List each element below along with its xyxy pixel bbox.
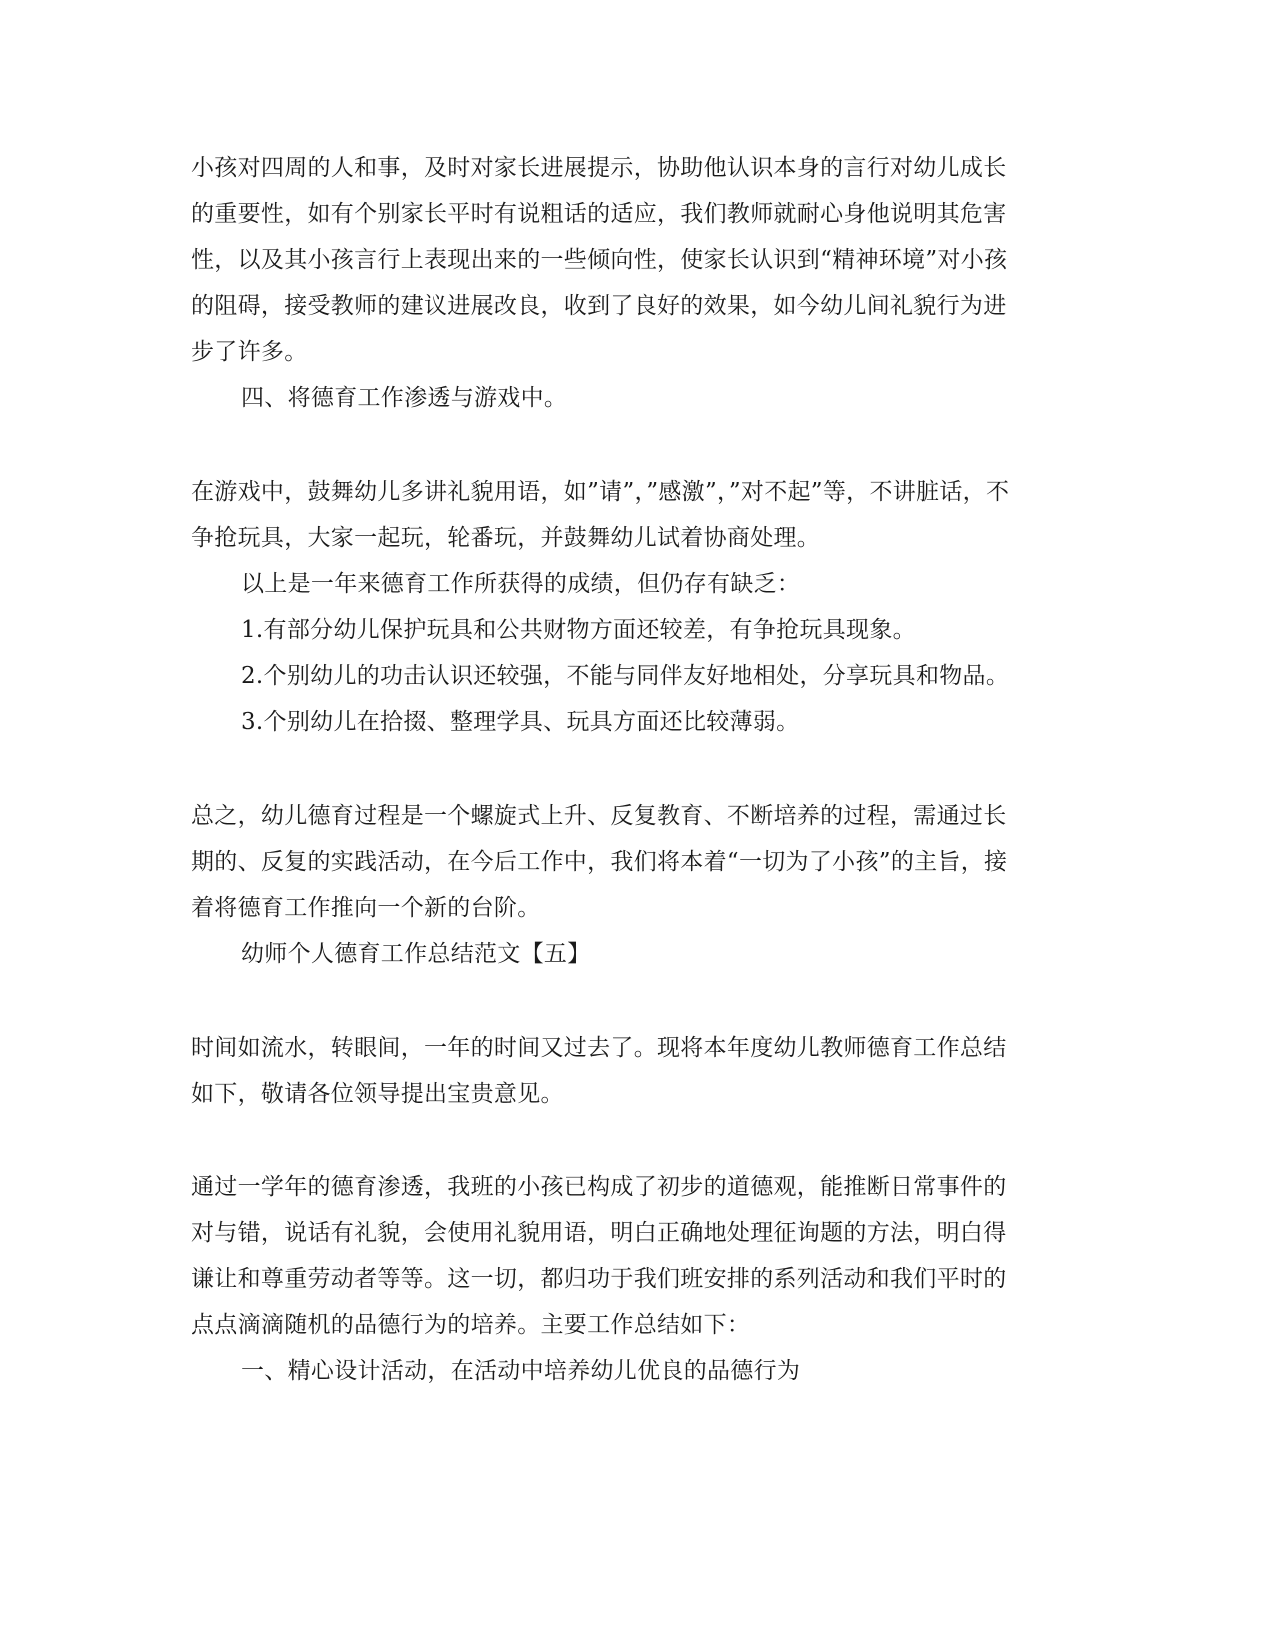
paragraph-line: 时间如流水，转眼间，一年的时间又过去了。现将本年度幼儿教师德育工作总结 <box>191 1035 1007 1061</box>
paragraph-line: 谦让和尊重劳动者等等。这一切，都归功于我们班安排的系列活动和我们平时的 <box>191 1266 1007 1292</box>
list-item: 2.个别幼儿的功击认识还较强，不能与同伴友好地相处，分享玩具和物品。 <box>241 663 1010 689</box>
paragraph-line: 的阻碍，接受教师的建议进展改良，收到了良好的效果，如今幼儿间礼貌行为进 <box>191 293 1007 319</box>
list-item: 3.个别幼儿在拾掇、整理学具、玩具方面还比较薄弱。 <box>241 709 800 735</box>
list-item: 1.有部分幼儿保护玩具和公共财物方面还较差，有争抢玩具现象。 <box>241 617 916 643</box>
paragraph-line: 争抢玩具，大家一起玩，轮番玩，并鼓舞幼儿试着协商处理。 <box>191 525 821 551</box>
paragraph-line: 的重要性，如有个别家长平时有说粗话的适应，我们教师就耐心身他说明其危害 <box>191 201 1007 227</box>
paragraph-line: 点点滴滴随机的品德行为的培养。主要工作总结如下： <box>191 1312 751 1338</box>
paragraph-line: 小孩对四周的人和事，及时对家长进展提示，协助他认识本身的言行对幼儿成长 <box>191 155 1007 181</box>
paragraph-line: 如下，敬请各位领导提出宝贵意见。 <box>191 1081 564 1107</box>
paragraph-line: 性，以及其小孩言行上表现出来的一些倾向性，使家长认识到“精神环境”对小孩 <box>191 247 1008 273</box>
paragraph-line: 总之，幼儿德育过程是一个螺旋式上升、反复教育、不断培养的过程，需通过长 <box>191 803 1007 829</box>
paragraph-line: 在游戏中，鼓舞幼儿多讲礼貌用语，如”请”，”感激”，”对不起”等，不讲脏话，不 <box>191 479 1010 505</box>
paragraph-line: 以上是一年来德育工作所获得的成绩，但仍存有缺乏： <box>241 571 801 597</box>
section-heading: 一、精心设计活动，在活动中培养幼儿优良的品德行为 <box>241 1358 801 1384</box>
section-title: 幼师个人德育工作总结范文【五】 <box>241 941 591 967</box>
paragraph-line: 通过一学年的德育渗透，我班的小孩已构成了初步的道德观，能推断日常事件的 <box>191 1174 1007 1200</box>
paragraph-line: 对与错，说话有礼貌，会使用礼貌用语，明白正确地处理征询题的方法，明白得 <box>191 1220 1007 1246</box>
paragraph-line: 步了许多。 <box>191 339 308 365</box>
paragraph-line: 期的、反复的实践活动，在今后工作中，我们将本着“一切为了小孩”的主旨，接 <box>191 849 1008 875</box>
section-heading: 四、将德育工作渗透与游戏中。 <box>241 385 568 411</box>
paragraph-line: 着将德育工作推向一个新的台阶。 <box>191 895 541 921</box>
